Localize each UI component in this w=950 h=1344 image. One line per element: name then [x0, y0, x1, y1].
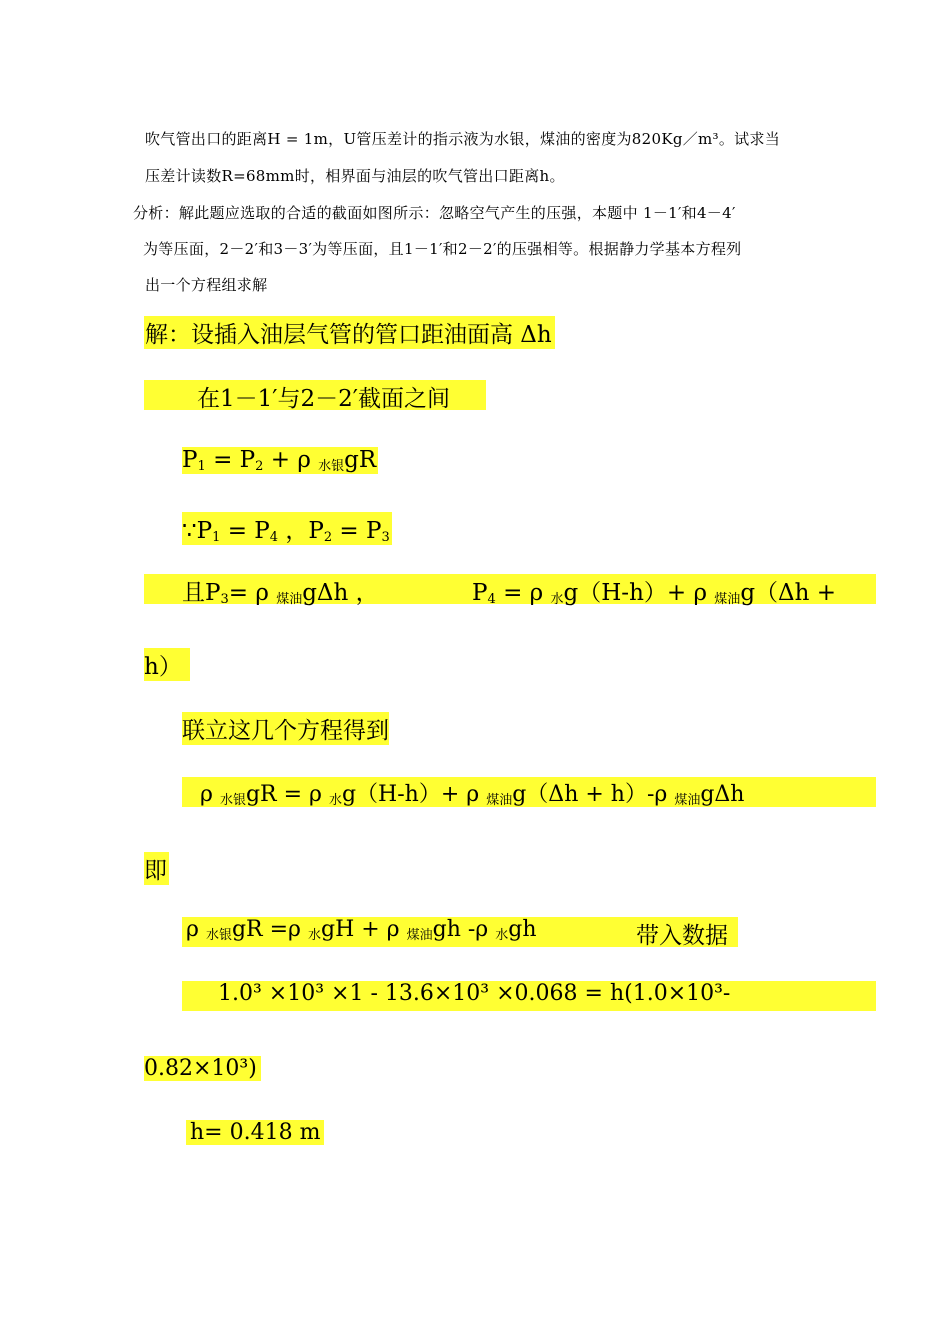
- equation-6: 1.0³ ×10³ ×1 - 13.6×10³ ×0.068 = h(1.0×10³-: [218, 981, 731, 1006]
- analysis-line-2: 为等压面，2－2′和3－3′为等压面，且1－1′和2－2′的压强相等。根据静力学基本方程列: [143, 240, 742, 258]
- equation-5: ρ $_{水银}$gR =ρ $_水$gH + ρ $_{煤油}$gh -ρ $_水$gh: [186, 917, 537, 943]
- equation-3-part-b: $P_4 = \rho$ $_水$g（H-h）+ ρ $_{煤油}$g（Δh +: [472, 580, 837, 607]
- combine-text: 联立这几个方程得到: [182, 712, 389, 745]
- solution-title: 解：设插入油层气管的管口距油面高 Δh: [144, 316, 555, 349]
- analysis-line-1: 分析：解此题应选取的合适的截面如图所示：忽略空气产生的压强，本题中 1－1′和4－4′: [133, 204, 736, 222]
- ji-text: 即: [144, 852, 169, 885]
- equation-4: ρ $_{水银}$gR = ρ $_水$g（H-h）+ ρ $_{煤油}$g（Δh + h）-ρ $_{煤油}$gΔh: [200, 782, 745, 808]
- solution-between: 在1－1′与2－2′截面之间: [197, 386, 450, 412]
- equation-6-wrap: 0.82×10³): [144, 1056, 261, 1081]
- equation-3-part-a: 且$P_3= \rho$ $_{煤油}$gΔh ，: [182, 580, 379, 607]
- equation-3-wrap: h）: [144, 648, 190, 681]
- result-text: h= 0.418 m: [186, 1120, 324, 1145]
- bring-in-data-text: 带入数据: [636, 923, 728, 949]
- intro-line-2: 压差计读数R=68mm时，相界面与油层的吹气管出口距离h。: [145, 167, 565, 185]
- intro-line-1: 吹气管出口的距离H = 1m，U管压差计的指示液为水银，煤油的密度为820Kg／m³。试求当: [145, 130, 781, 148]
- equation-2: $\because P_1 = P_4$ ，$P_2 = P_3$: [182, 512, 392, 545]
- analysis-line-3: 出一个方程组求解: [145, 276, 268, 294]
- equation-1: $P_1 = P_2 + \rho$ $_{水银}$gR: [182, 447, 377, 474]
